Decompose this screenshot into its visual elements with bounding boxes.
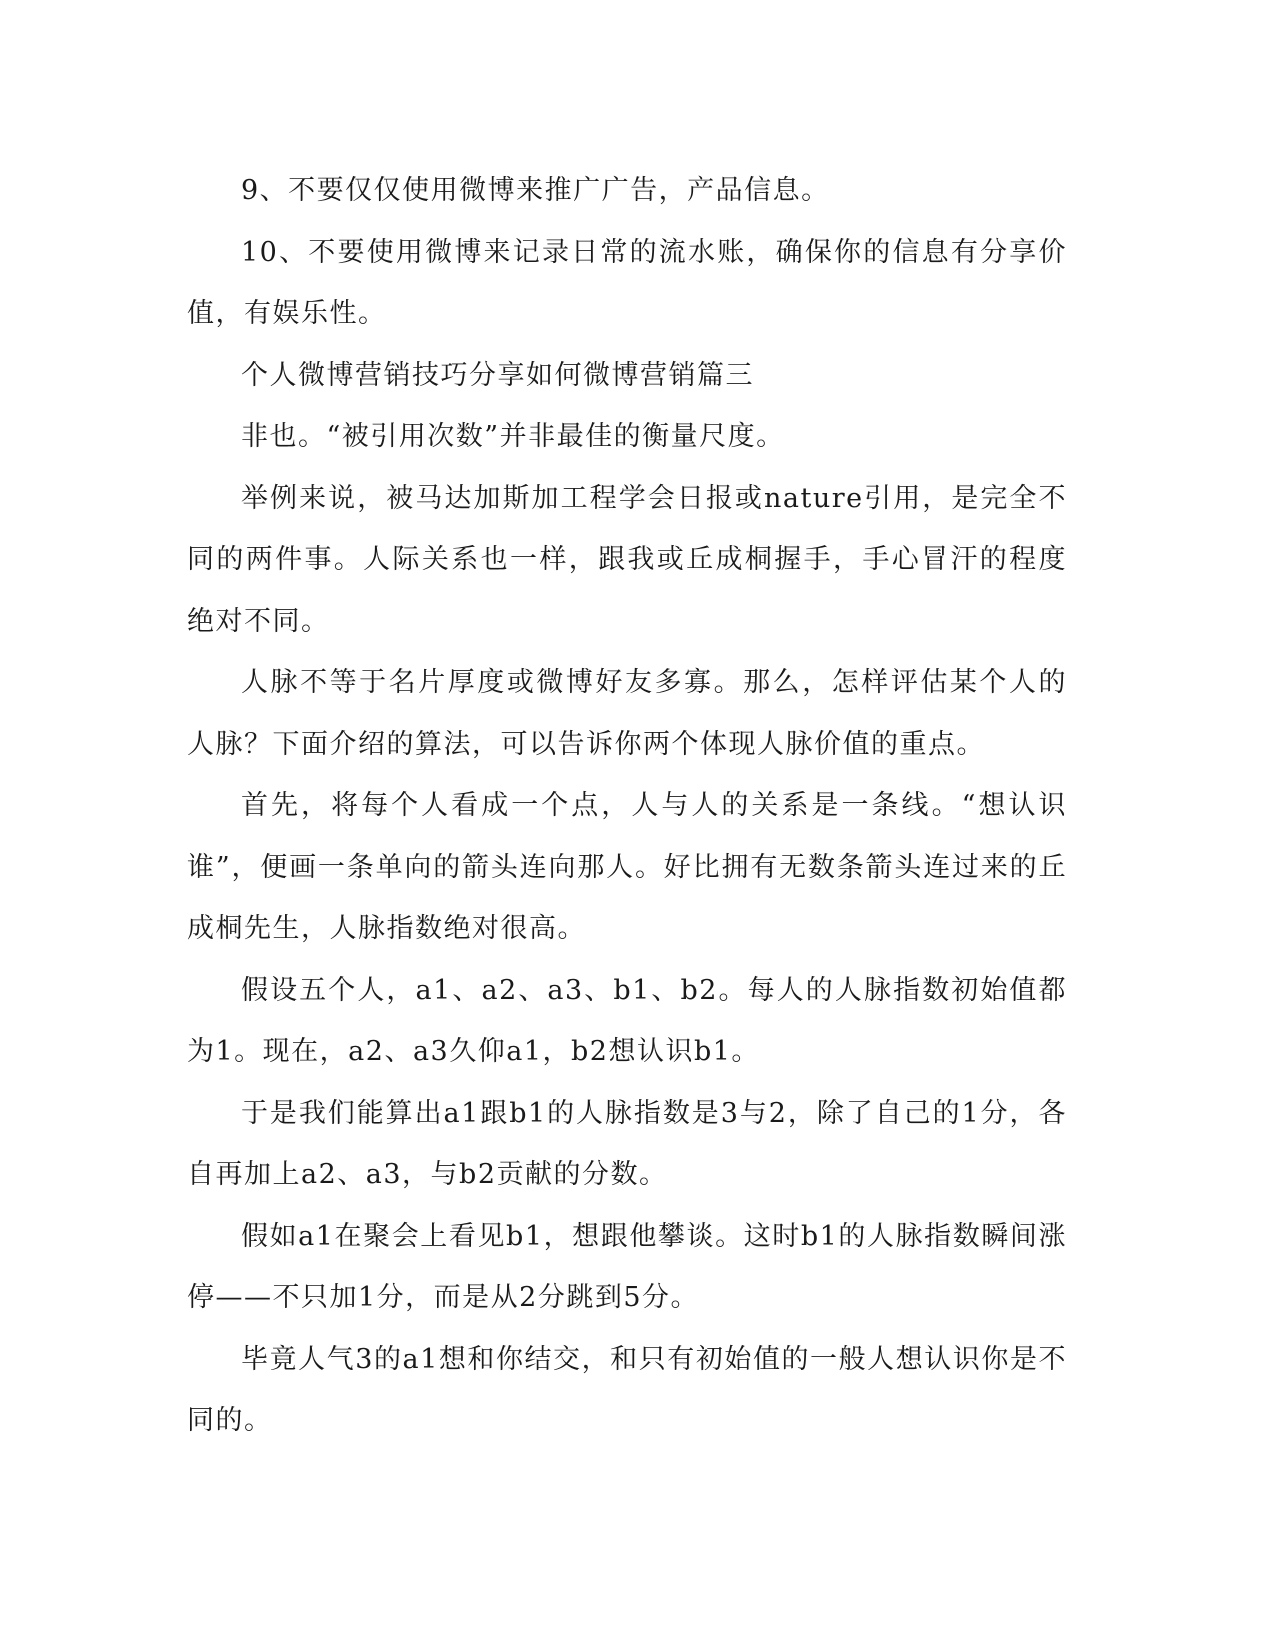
paragraph: 假如a1在聚会上看见b1，想跟他攀谈。这时b1的人脉指数瞬间涨停——不只加1分，而是从2分跳到5分。 [187, 1220, 1067, 1313]
paragraph: 毕竟人气3的a1想和你结交，和只有初始值的一般人想认识你是不同的。 [187, 1343, 1067, 1436]
paragraph: 举例来说，被马达加斯加工程学会日报或nature引用，是完全不同的两件事。人际关系也一样，跟我或丘成桐握手，手心冒汗的程度绝对不同。 [187, 482, 1067, 637]
paragraph: 人脉不等于名片厚度或微博好友多寡。那么，怎样评估某个人的人脉？下面介绍的算法，可以告诉你两个体现人脉价值的重点。 [187, 667, 1067, 760]
paragraph: 非也。“被引用次数”并非最佳的衡量尺度。 [241, 421, 785, 452]
document-body [187, 160, 1067, 1452]
section-heading: 个人微博营销技巧分享如何微博营销篇三 [241, 359, 754, 391]
paragraph: 假设五个人，a1、a2、a3、b1、b2。每人的人脉指数初始值都为1。现在，a2、a3久仰a1，b2想认识b1。 [187, 974, 1067, 1067]
paragraph-tip-9: 9、不要仅仅使用微博来推广广告，产品信息。 [241, 175, 830, 206]
paragraph: 首先，将每个人看成一个点，人与人的关系是一条线。“想认识谁”，便画一条单向的箭头连向那人。好比拥有无数条箭头连过来的丘成桐先生，人脉指数绝对很高。 [187, 790, 1067, 944]
paragraph-tip-10: 10、不要使用微博来记录日常的流水账，确保你的信息有分享价值，有娱乐性。 [187, 236, 1067, 329]
paragraph: 于是我们能算出a1跟b1的人脉指数是3与2，除了自己的1分，各自再加上a2、a3，与b2贡献的分数。 [187, 1097, 1067, 1190]
